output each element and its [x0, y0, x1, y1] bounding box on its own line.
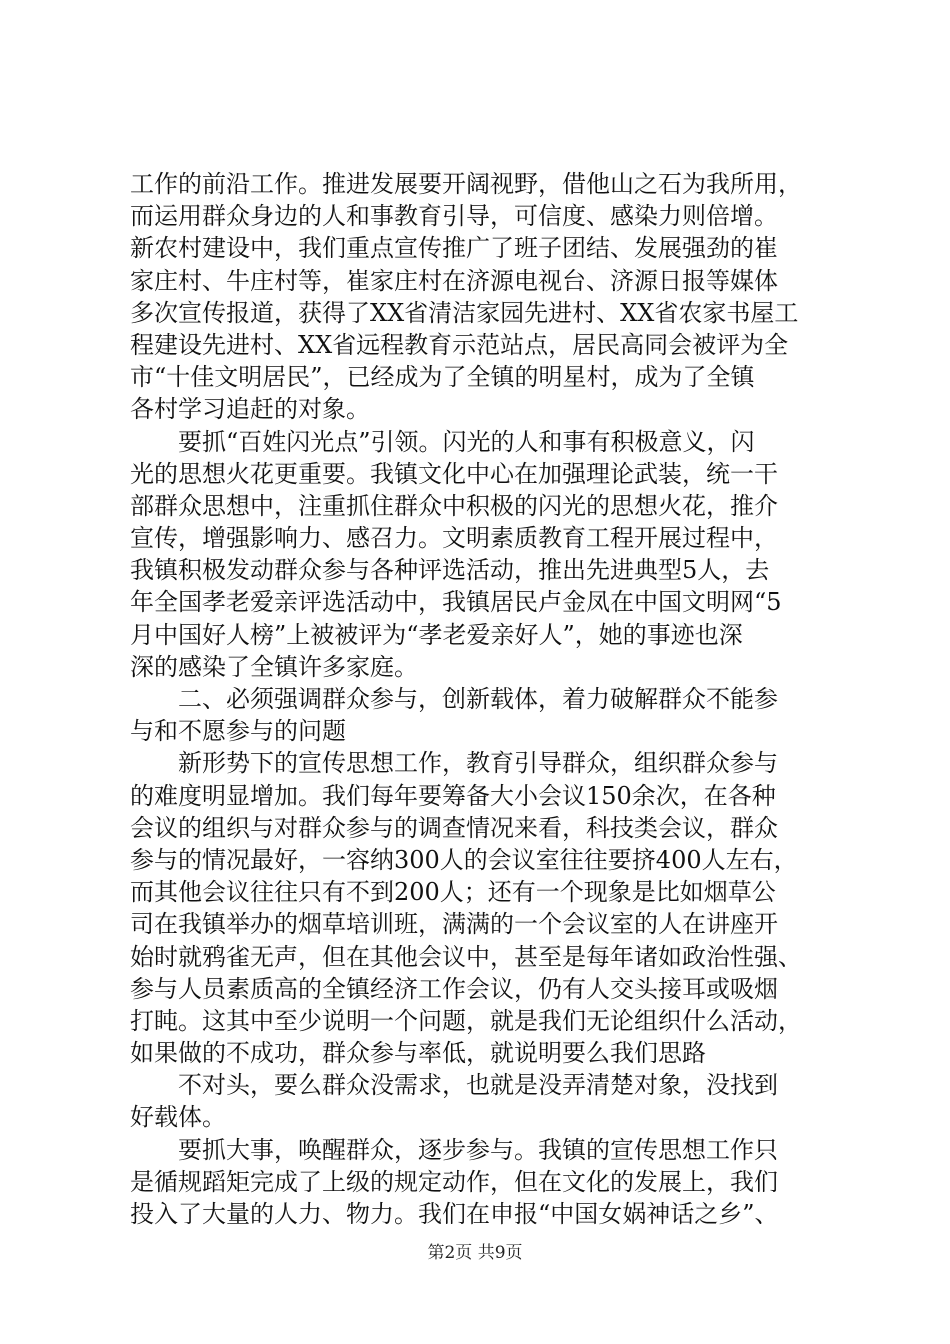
text-line: 深的感染了全镇许多家庭。 [130, 652, 418, 681]
text-line: 我镇积极发动群众参与各种评选活动，推出先进典型5人，去 [130, 556, 770, 585]
page-footer: 第2页 共9页 [427, 1243, 523, 1263]
text-line: 要抓大事，唤醒群众，逐步参与。我镇的宣传思想工作只 [178, 1135, 778, 1164]
text-line: 是循规蹈矩完成了上级的规定动作，但在文化的发展上，我们 [130, 1167, 778, 1196]
text-line: 市“十佳文明居民”，已经成为了全镇的明星村，成为了全镇 [130, 363, 755, 392]
text-line: 宣传，增强影响力、感召力。文明素质教育工程开展过程中， [130, 524, 778, 553]
text-line: 二、必须强调群众参与，创新载体，着力破解群众不能参 [178, 685, 778, 713]
text-line: 始时就鸦雀无声，但在其他会议中，甚至是每年诸如政治性强、 [130, 942, 802, 971]
text-line: 与和不愿参与的问题 [130, 717, 346, 746]
text-line: 程建设先进村、XX省远程教育示范站点，居民高同会被评为全 [130, 330, 789, 359]
document-body [130, 168, 835, 1230]
text-line: 不对头，要么群众没需求，也就是没弄清楚对象，没找到 [178, 1071, 778, 1100]
text-line: 各村学习追赶的对象。 [130, 395, 370, 424]
text-line: 月中国好人榜”上被被评为“孝老爱亲好人”，她的事迹也深 [130, 620, 743, 649]
text-line: 参与人员素质高的全镇经济工作会议，仍有人交头接耳或吸烟 [130, 974, 778, 1003]
text-line: 而其他会议往往只有不到200人；还有一个现象是比如烟草公 [130, 878, 776, 907]
text-line: 打盹。这其中至少说明一个问题，就是我们无论组织什么活动， [130, 1006, 802, 1035]
text-line: 年全国孝老爱亲评选活动中，我镇居民卢金凤在中国文明网“5 [130, 588, 782, 617]
text-line: 参与的情况最好，一容纳300人的会议室往往要挤400人左右， [130, 845, 798, 874]
text-line: 司在我镇举办的烟草培训班，满满的一个会议室的人在讲座开 [130, 910, 778, 939]
text-line: 家庄村、牛庄村等，崔家庄村在济源电视台、济源日报等媒体 [130, 266, 778, 295]
text-line: 的难度明显增加。我们每年要筹备大小会议150余次，在各种 [130, 781, 776, 810]
text-line: 光的思想火花更重要。我镇文化中心在加强理论武装，统一干 [130, 459, 778, 488]
text-line: 新形势下的宣传思想工作，教育引导群众，组织群众参与 [178, 749, 778, 778]
text-line: 如果做的不成功，群众参与率低，就说明要么我们思路 [130, 1039, 706, 1068]
text-line: 投入了大量的人力、物力。我们在申报“中国女娲神话之乡”、 [130, 1200, 779, 1228]
text-line: 新农村建设中，我们重点宣传推广了班子团结、发展强劲的崔 [130, 234, 778, 263]
text-line: 好载体。 [130, 1103, 226, 1132]
text-line: 工作的前沿工作。推进发展要开阔视野，借他山之石为我所用， [130, 170, 802, 198]
text-line: 会议的组织与对群众参与的调查情况来看，科技类会议，群众 [130, 813, 778, 842]
text-line: 部群众思想中，注重抓住群众中积极的闪光的思想火花，推介 [130, 491, 778, 520]
text-line: 要抓“百姓闪光点”引领。闪光的人和事有积极意义，闪 [178, 427, 755, 456]
text-line: 而运用群众身边的人和事教育引导，可信度、感染力则倍增。 [130, 202, 778, 231]
text-line: 多次宣传报道，获得了XX省清洁家园先进村、XX省农家书屋工 [130, 298, 799, 327]
